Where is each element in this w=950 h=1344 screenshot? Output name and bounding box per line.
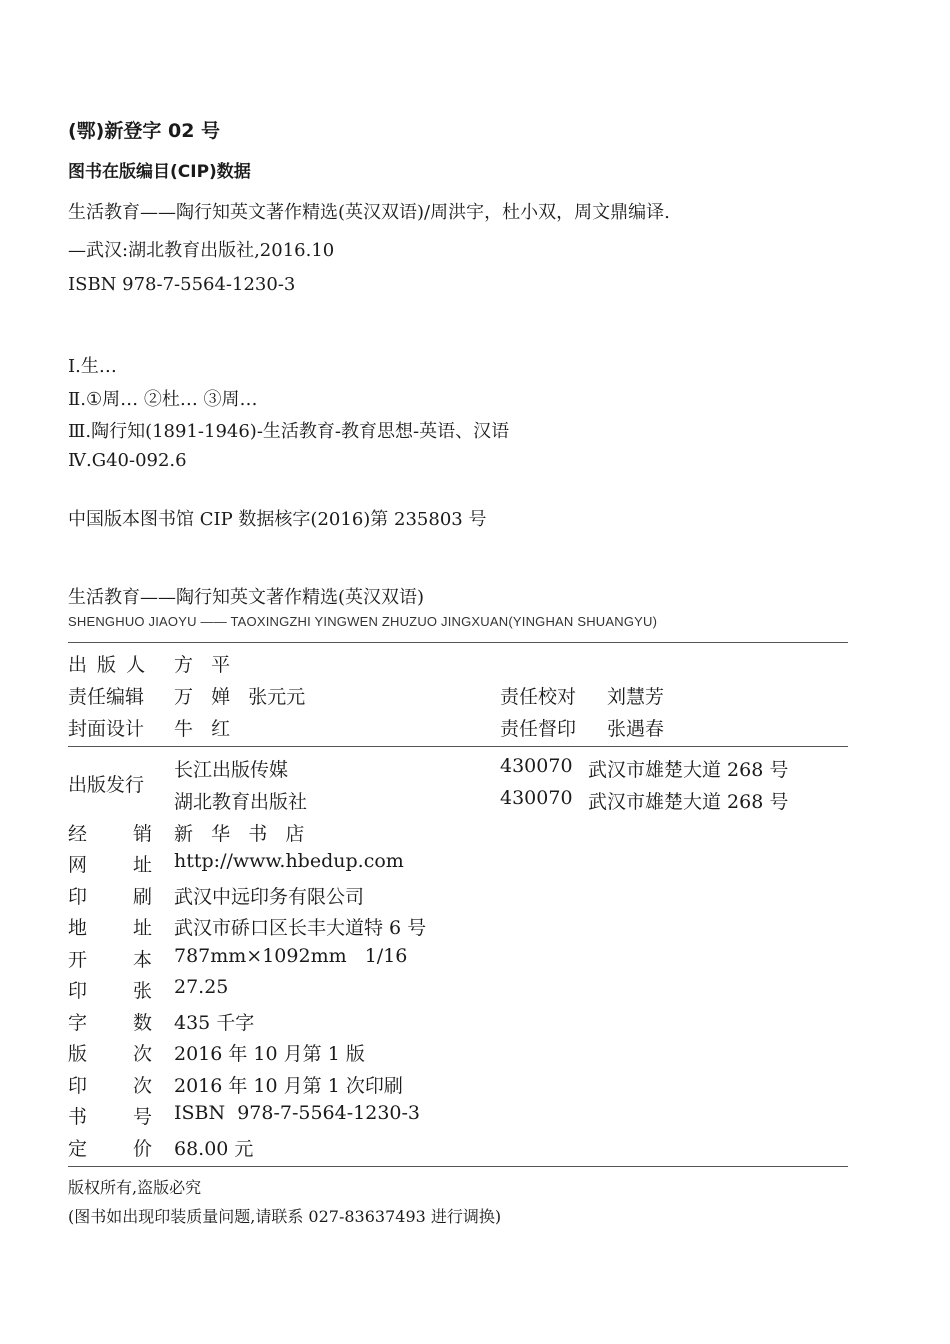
- spec-value-distributor: 新 华 书 店: [174, 823, 305, 845]
- spec-value-book-number: ISBN 978-7-5564-1230-3: [174, 1102, 421, 1124]
- print-supervisor-label: 责任督印: [500, 718, 577, 740]
- proofreader-value: 刘慧芳: [607, 686, 665, 708]
- distribution-address-1: 武汉市雄楚大道 268 号: [588, 759, 789, 781]
- quality-notice: (图书如出现印装质量问题,请联系 027-83637493 进行调换): [68, 1207, 502, 1226]
- spec-label-printing: 印 次: [68, 1075, 152, 1097]
- spec-value-price: 68.00 元: [174, 1138, 254, 1160]
- distribution-zip-1: 430070: [500, 755, 573, 777]
- cip-line-title: 生活教育——陶行知英文著作精选(英汉双语)/周洪宇，杜小双，周文鼎编译.: [68, 202, 670, 223]
- divider: [68, 642, 848, 643]
- spec-label-distributor: 经 销: [68, 823, 152, 845]
- cover-design-label: 封面设计: [68, 718, 145, 740]
- book-title-en: SHENGHUO JIAOYU —— TAOXINGZHI YINGWEN ZHUZUO JINGXUAN(YINGHAN SHUANGYU): [68, 614, 658, 629]
- spec-label-book-number: 书 号: [68, 1106, 152, 1128]
- spec-value-website[interactable]: http://www.hbedup.com: [174, 850, 404, 872]
- spec-value-sheets: 27.25: [174, 976, 229, 998]
- divider: [68, 746, 848, 747]
- editor-value: 万 婵 张元元: [174, 686, 306, 708]
- spec-label-format: 开 本: [68, 949, 152, 971]
- cip-title: 图书在版编目(CIP)数据: [68, 162, 251, 182]
- cip-class-3: Ⅲ.陶行知(1891-1946)-生活教育-教育思想-英语、汉语: [68, 421, 510, 442]
- distribution-zip-2: 430070: [500, 787, 573, 809]
- spec-value-printing: 2016 年 10 月第 1 次印刷: [174, 1075, 403, 1097]
- spec-label-sheets: 印 张: [68, 980, 152, 1002]
- spec-label-edition: 版 次: [68, 1043, 152, 1065]
- publisher-label: 出 版 人: [68, 654, 148, 676]
- spec-value-word-count: 435 千字: [174, 1012, 255, 1034]
- cover-design-value: 牛 红: [174, 718, 231, 740]
- editor-label: 责任编辑: [68, 686, 145, 708]
- spec-label-word-count: 字 数: [68, 1012, 152, 1034]
- cip-verification: 中国版本图书馆 CIP 数据核字(2016)第 235803 号: [68, 509, 487, 530]
- cip-class-4: Ⅳ.G40-092.6: [68, 450, 187, 471]
- book-title-cn: 生活教育——陶行知英文著作精选(英汉双语): [68, 587, 425, 608]
- cip-class-1: Ⅰ.生…: [68, 356, 117, 377]
- registration-number: (鄂)新登字 02 号: [68, 120, 221, 142]
- cip-line-publisher: —武汉:湖北教育出版社,2016.10: [68, 240, 335, 261]
- distribution-address-2: 武汉市雄楚大道 268 号: [588, 791, 789, 813]
- spec-value-address: 武汉市硚口区长丰大道特 6 号: [174, 917, 427, 939]
- proofreader-label: 责任校对: [500, 686, 577, 708]
- cip-isbn: ISBN 978-7-5564-1230-3: [68, 274, 296, 295]
- spec-value-printer: 武汉中远印务有限公司: [174, 886, 365, 908]
- spec-label-address: 地 址: [68, 917, 152, 939]
- print-supervisor-value: 张遇春: [607, 718, 665, 740]
- spec-label-printer: 印 刷: [68, 886, 152, 908]
- spec-value-edition: 2016 年 10 月第 1 版: [174, 1043, 365, 1065]
- distribution-label: 出版发行: [68, 774, 145, 796]
- divider: [68, 1166, 848, 1167]
- spec-value-format: 787mm×1092mm 1/16: [174, 945, 408, 967]
- spec-label-price: 定 价: [68, 1138, 152, 1160]
- spec-label-website: 网 址: [68, 854, 152, 876]
- distribution-org-2: 湖北教育出版社: [174, 791, 308, 813]
- distribution-org-1: 长江出版传媒: [174, 759, 289, 781]
- cip-class-2: Ⅱ.①周… ②杜… ③周…: [68, 389, 258, 410]
- copyright-notice: 版权所有,盗版必究: [68, 1178, 202, 1197]
- publisher-value: 方 平: [174, 654, 231, 676]
